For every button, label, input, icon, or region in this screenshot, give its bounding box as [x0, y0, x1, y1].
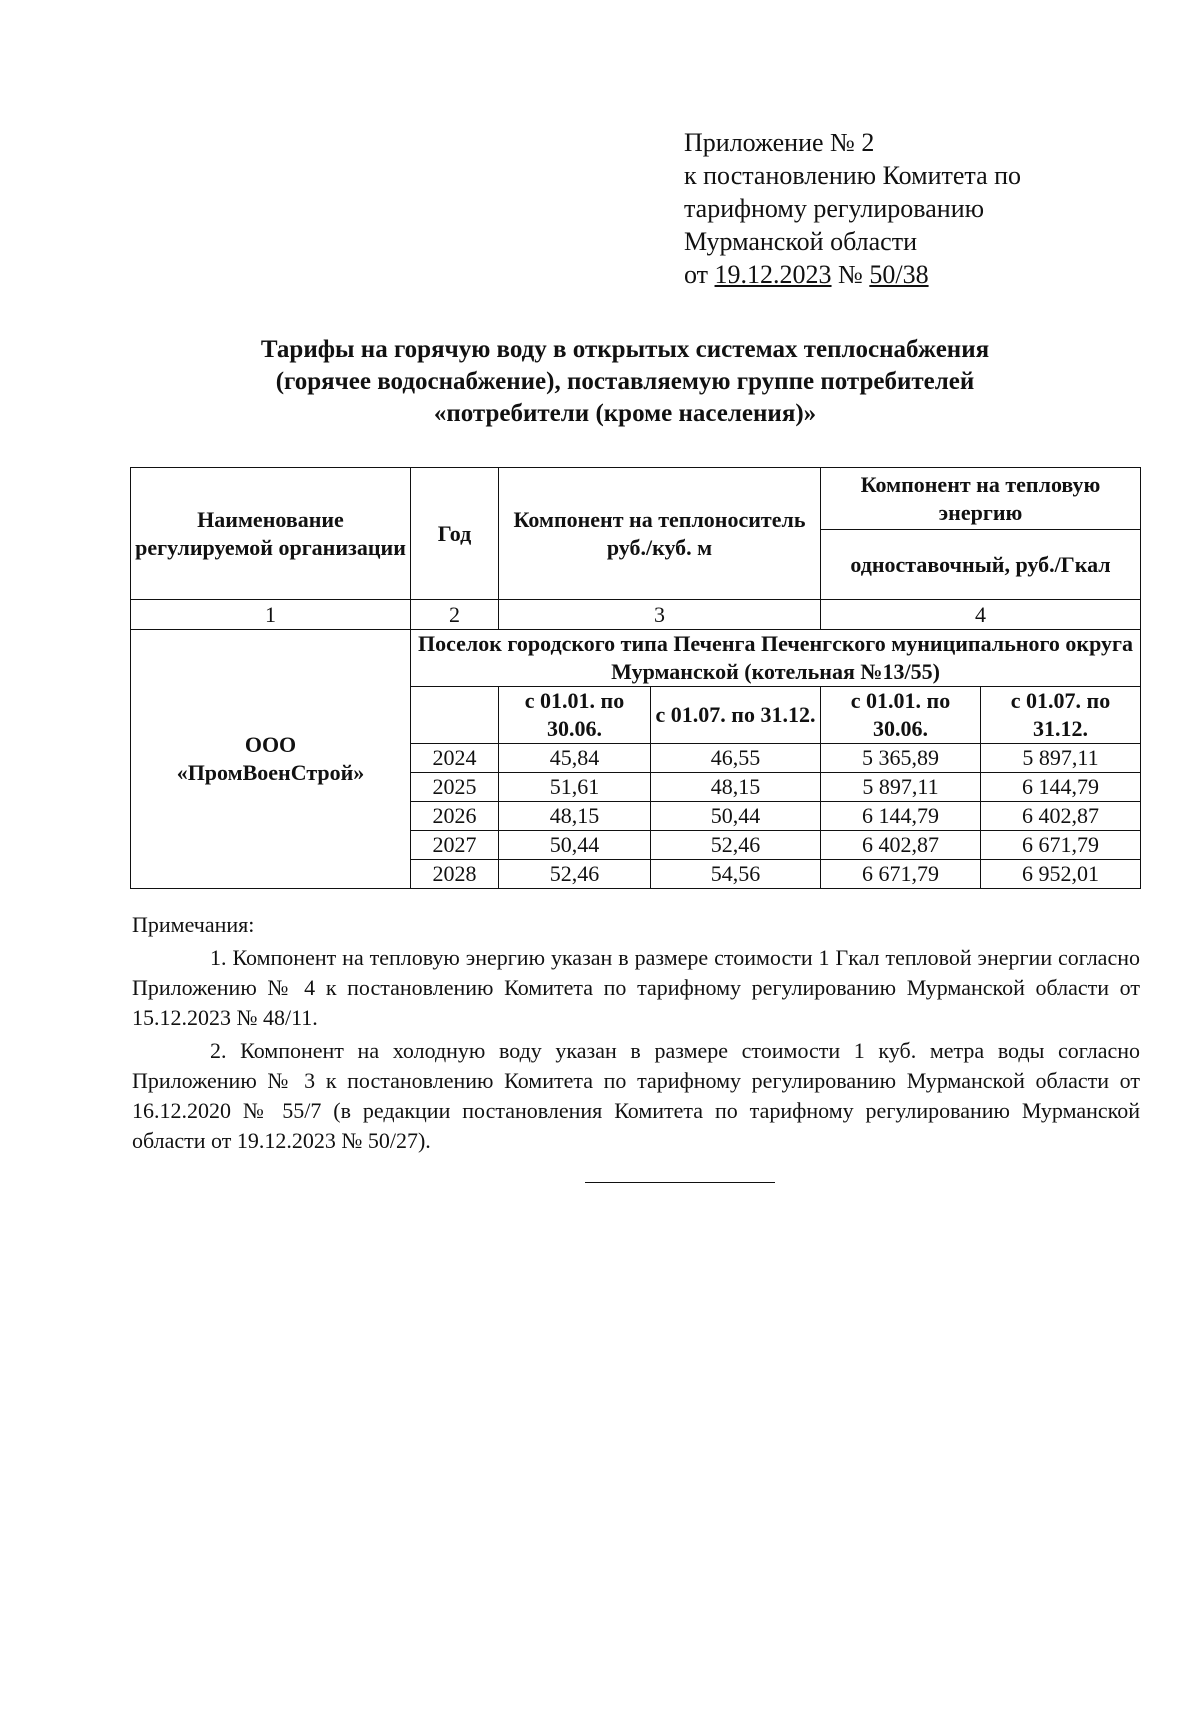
location-row [131, 630, 1141, 687]
thermal-h2-cell: 6 402,87 [981, 802, 1141, 831]
header-row-1 [131, 468, 1141, 530]
thermal-h2-cell: 6 671,79 [981, 831, 1141, 860]
thermal-h1-cell: 5 897,11 [821, 773, 981, 802]
title-line-2: (горячее водоснабжение), поставляемую группе потребителей [275, 368, 975, 395]
period-thermal-h1: с 01.01. по 30.06. [821, 687, 981, 744]
coolant-h1-cell: 52,46 [499, 860, 651, 889]
notes-section [132, 910, 1140, 1156]
location-cell: Поселок городского типа Печенга Печенгского муниципального округа Мурманской (котельная №13/55) [411, 630, 1141, 687]
year-cell: 2027 [411, 831, 499, 860]
header-org: Наименование регулируемой организации [131, 468, 411, 600]
coolant-h2-cell: 46,55 [651, 744, 821, 773]
year-cell: 2025 [411, 773, 499, 802]
coolant-h2-cell: 54,56 [651, 860, 821, 889]
document-title [130, 334, 1120, 430]
column-number: 2 [411, 600, 499, 630]
thermal-h2-cell: 5 897,11 [981, 744, 1141, 773]
appendix-number: Приложение № 2 [684, 128, 875, 157]
number-prefix: № [831, 260, 870, 289]
note-1: 1. Компонент на тепловую энергию указан в размере стоимости 1 Гкал тепловой энергии согласно Приложению № 4 к постановлению Комитета по тарифному регулированию Мурманской области от 15.12.2023 № 48/11. [132, 945, 1140, 1030]
appendix-header [684, 126, 1144, 291]
thermal-h2-cell: 6 144,79 [981, 773, 1141, 802]
coolant-h2-cell: 48,15 [651, 773, 821, 802]
header-thermal-sub: одноставочный, руб./Гкал [821, 530, 1141, 600]
column-number: 3 [499, 600, 821, 630]
thermal-h1-cell: 5 365,89 [821, 744, 981, 773]
coolant-h1-cell: 51,61 [499, 773, 651, 802]
end-separator-line [585, 1182, 775, 1183]
org-name-cell [131, 630, 411, 889]
appendix-region: Мурманской области [684, 227, 917, 256]
resolution-number: 50/38 [869, 260, 929, 289]
period-coolant-h1: с 01.01. по 30.06. [499, 687, 651, 744]
thermal-h1-cell: 6 144,79 [821, 802, 981, 831]
year-cell: 2024 [411, 744, 499, 773]
period-coolant-h2: с 01.07. по 31.12. [651, 687, 821, 744]
header-coolant: Компонент на теплоноситель руб./куб. м [499, 468, 821, 600]
org-name-line-2: «ПромВоенСтрой» [176, 760, 365, 785]
column-number: 4 [821, 600, 1141, 630]
coolant-h2-cell: 50,44 [651, 802, 821, 831]
appendix-date-line [684, 258, 1144, 291]
appendix-reference: к постановлению Комитета по [684, 161, 1022, 190]
note-2: 2. Компонент на холодную воду указан в размере стоимости 1 куб. метра воды согласно Приложению № 3 к постановлению Комитета по тарифному регулированию Мурманской области от 16.12.2020 № 55/7 (в редакции постановления Комитета по тарифному регулированию Мурманской области от 19.12.2023 № 50/27). [132, 1038, 1140, 1153]
header-thermal: Компонент на тепловую энергию [821, 468, 1141, 530]
coolant-h2-cell: 52,46 [651, 831, 821, 860]
period-thermal-h2: с 01.07. по 31.12. [981, 687, 1141, 744]
thermal-h1-cell: 6 671,79 [821, 860, 981, 889]
title-line-1: Тарифы на горячую воду в открытых системах теплоснабжения [260, 336, 990, 363]
tariff-table [130, 467, 1141, 889]
column-number: 1 [131, 600, 411, 630]
notes-heading: Примечания: [132, 912, 255, 937]
coolant-h1-cell: 45,84 [499, 744, 651, 773]
header-year: Год [411, 468, 499, 600]
year-cell: 2028 [411, 860, 499, 889]
year-cell: 2026 [411, 802, 499, 831]
column-number-row [131, 600, 1141, 630]
org-name-line-1: ООО [244, 732, 297, 757]
coolant-h1-cell: 48,15 [499, 802, 651, 831]
thermal-h1-cell: 6 402,87 [821, 831, 981, 860]
appendix-committee: тарифному регулированию [684, 194, 985, 223]
title-line-3: «потребители (кроме населения)» [433, 400, 817, 427]
coolant-h1-cell: 50,44 [499, 831, 651, 860]
date-prefix: от [684, 260, 715, 289]
resolution-date: 19.12.2023 [714, 260, 832, 289]
period-empty-cell [411, 687, 499, 744]
thermal-h2-cell: 6 952,01 [981, 860, 1141, 889]
